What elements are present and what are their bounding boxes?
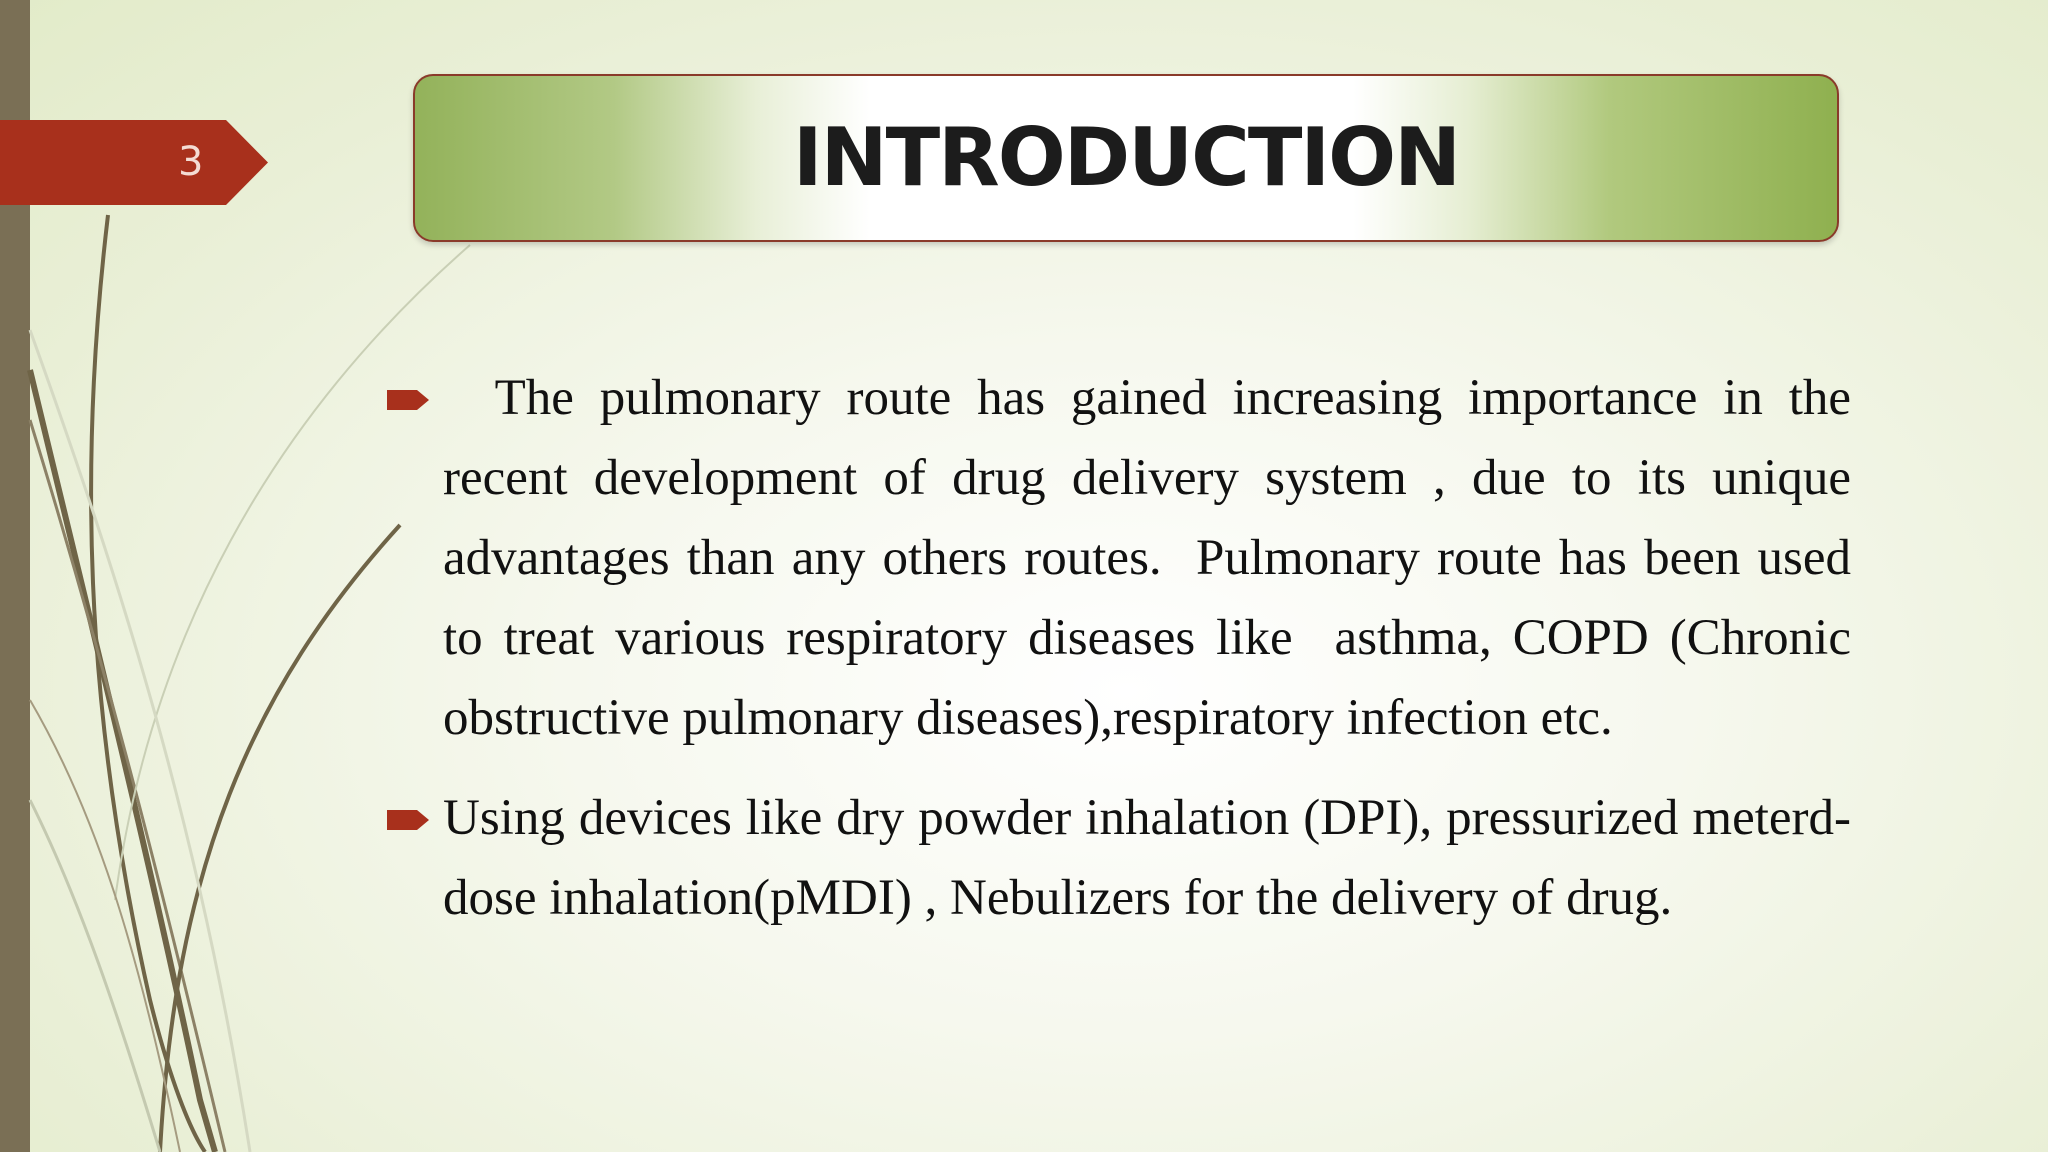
arrow-tab-shape [0, 120, 268, 205]
bullet-item [385, 358, 1864, 758]
bullet-text: Using devices like dry powder inhalation (DPI), pressurized meterd-dose inhalation(pMDI) , Nebulizers for the delivery of drug. [443, 790, 1851, 926]
slide-number-tab [0, 120, 268, 205]
arrow-bullet-icon [387, 388, 431, 412]
slide-title: INTRODUCTION [792, 111, 1460, 204]
bullet-item [385, 778, 1851, 938]
slide-number: 3 [178, 139, 204, 185]
title-banner [413, 74, 1839, 242]
arrow-bullet-icon [387, 808, 431, 832]
bullet-list [385, 358, 1864, 958]
bullet-text: The pulmonary route has gained increasing importance in the recent development of drug delivery system , due to its unique advantages than any others routes. Pulmonary route has been used to treat various respiratory diseases like asthma, COPD (Chronic obstructive pulmonary diseases),respiratory infection etc. [443, 370, 1864, 746]
